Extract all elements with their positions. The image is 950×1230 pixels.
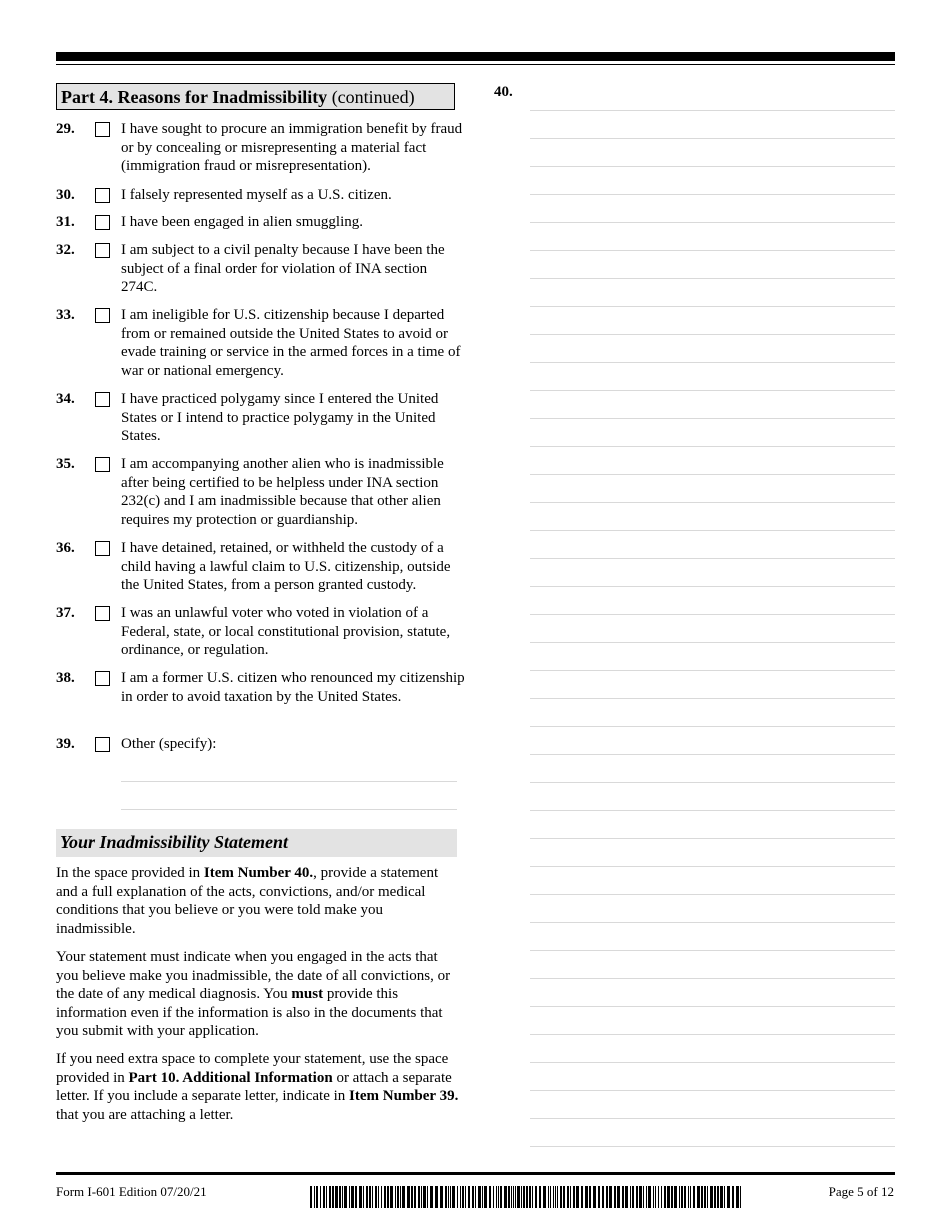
item-40-line[interactable] (530, 474, 895, 475)
item-32-checkbox[interactable] (95, 243, 110, 258)
barcode-icon (310, 1186, 744, 1208)
statement-paragraph-2: Your statement must indicate when you engaged in the acts that you believe make you inadmissible, the date of all convictions, or the date of any medical diagnosis. You must provide this information even if the information is also in the documents that you submit with your application. (56, 949, 451, 1039)
item-29-checkbox[interactable] (95, 122, 110, 137)
item-40-line[interactable] (530, 446, 895, 447)
item-text: I have practiced polygamy since I entered the United States or I intend to practice polygamy in the United States. (121, 391, 439, 444)
item-40-line[interactable] (530, 1006, 895, 1007)
item-35-checkbox[interactable] (95, 457, 110, 472)
item-number: 31. (56, 214, 75, 230)
item-40-line[interactable] (530, 530, 895, 531)
item-34-checkbox[interactable] (95, 392, 110, 407)
item-40-line[interactable] (530, 1062, 895, 1063)
statement-paragraph-1: In the space provided in Item Number 40., provide a statement and a full explanation of the acts, convictions, and/or medical conditions that you believe or you were told make you inadmissible. (56, 865, 439, 937)
item-text: I am accompanying another alien who is inadmissible after being certified to be helpless under INA section 232(c) and I am inadmissible because that other alien requires my protection or guardianship. (121, 456, 444, 528)
item-36-checkbox[interactable] (95, 541, 110, 556)
item-number: 29. (56, 121, 75, 137)
item-text: I falsely represented myself as a U.S. citizen. (121, 187, 392, 203)
item-number: 33. (56, 307, 75, 323)
item-text: I have sought to procure an immigration benefit by fraud or by concealing or misrepresenting a material fact (immigration fraud or misrepresentation). (121, 121, 463, 174)
item-40-line[interactable] (530, 838, 895, 839)
item-number: 36. (56, 540, 75, 556)
item-text: I have been engaged in alien smuggling. (121, 214, 364, 230)
item-40-line[interactable] (530, 642, 895, 643)
item-number: 34. (56, 391, 75, 407)
item-40-line[interactable] (530, 922, 895, 923)
item-40-line[interactable] (530, 110, 895, 111)
item-40-line[interactable] (530, 698, 895, 699)
item-39-checkbox[interactable] (95, 737, 110, 752)
top-thin-rule (56, 64, 895, 65)
item-text: I have detained, retained, or withheld the custody of a child having a lawful claim to U.S. citizenship, outside the United States, from a person granted custody. (121, 540, 451, 593)
item-40-line[interactable] (530, 334, 895, 335)
part-header: Part 4. Reasons for Inadmissibility (continued) (56, 83, 455, 110)
footer-page-number: Page 5 of 12 (828, 1184, 894, 1199)
item-40-line[interactable] (530, 222, 895, 223)
item-text: I was an unlawful voter who voted in violation of a Federal, state, or local constitutional provision, statute, ordinance, or regulation. (121, 605, 451, 658)
item-40-line[interactable] (530, 1118, 895, 1119)
item-40-line[interactable] (530, 306, 895, 307)
item-40-line[interactable] (530, 138, 895, 139)
item-number: 39. (56, 736, 75, 752)
item-number: 38. (56, 670, 75, 686)
item-40-line[interactable] (530, 418, 895, 419)
item-text: I am ineligible for U.S. citizenship because I departed from or remained outside the United States to avoid or evade training or service in the armed forces in a time of war or national emergency. (121, 307, 461, 379)
footer-form-edition: Form I-601 Edition 07/20/21 (56, 1184, 207, 1199)
item-40-line[interactable] (530, 1034, 895, 1035)
item-40-line[interactable] (530, 810, 895, 811)
item-40-line[interactable] (530, 166, 895, 167)
item-40-line[interactable] (530, 670, 895, 671)
item-40-line[interactable] (530, 894, 895, 895)
item-33-checkbox[interactable] (95, 308, 110, 323)
item-40-line[interactable] (530, 558, 895, 559)
item-40-line[interactable] (530, 362, 895, 363)
item-40-line[interactable] (530, 390, 895, 391)
item-40-line[interactable] (530, 278, 895, 279)
item-39-specify-line-2[interactable] (121, 809, 457, 810)
item-40-line[interactable] (530, 586, 895, 587)
statement-header: Your Inadmissibility Statement (56, 829, 457, 857)
top-rule (56, 52, 895, 61)
item-40-line[interactable] (530, 614, 895, 615)
item-40-line[interactable] (530, 502, 895, 503)
item-40-line[interactable] (530, 950, 895, 951)
item-30-checkbox[interactable] (95, 188, 110, 203)
item-text: Other (specify): (121, 736, 217, 752)
item-number: 37. (56, 605, 75, 621)
item-40-line[interactable] (530, 782, 895, 783)
item-39-specify-line-1[interactable] (121, 781, 457, 782)
item-text: I am subject to a civil penalty because I have been the subject of a final order for violation of INA section 274C. (121, 242, 445, 295)
item-number: 30. (56, 187, 75, 203)
item-40-line[interactable] (530, 866, 895, 867)
item-40-line[interactable] (530, 194, 895, 195)
item-number: 35. (56, 456, 75, 472)
footer-rule (56, 1172, 895, 1175)
item-40-line[interactable] (530, 754, 895, 755)
item-37-checkbox[interactable] (95, 606, 110, 621)
item-40-label: 40. (494, 84, 513, 100)
item-40-line[interactable] (530, 250, 895, 251)
item-number: 32. (56, 242, 75, 258)
item-40-line[interactable] (530, 1146, 895, 1147)
item-40-line[interactable] (530, 726, 895, 727)
statement-paragraph-3: If you need extra space to complete your statement, use the space provided in Part 10. Additional Information or attach a separate letter. If you include a separate letter, indicate in Item Number 39. that you are attaching a letter. (56, 1051, 459, 1123)
item-40-answer-lines[interactable] (530, 110, 895, 1150)
item-38-checkbox[interactable] (95, 671, 110, 686)
item-31-checkbox[interactable] (95, 215, 110, 230)
item-40-line[interactable] (530, 1090, 895, 1091)
item-40-line[interactable] (530, 978, 895, 979)
item-text: I am a former U.S. citizen who renounced my citizenship in order to avoid taxation by the United States. (121, 670, 465, 705)
